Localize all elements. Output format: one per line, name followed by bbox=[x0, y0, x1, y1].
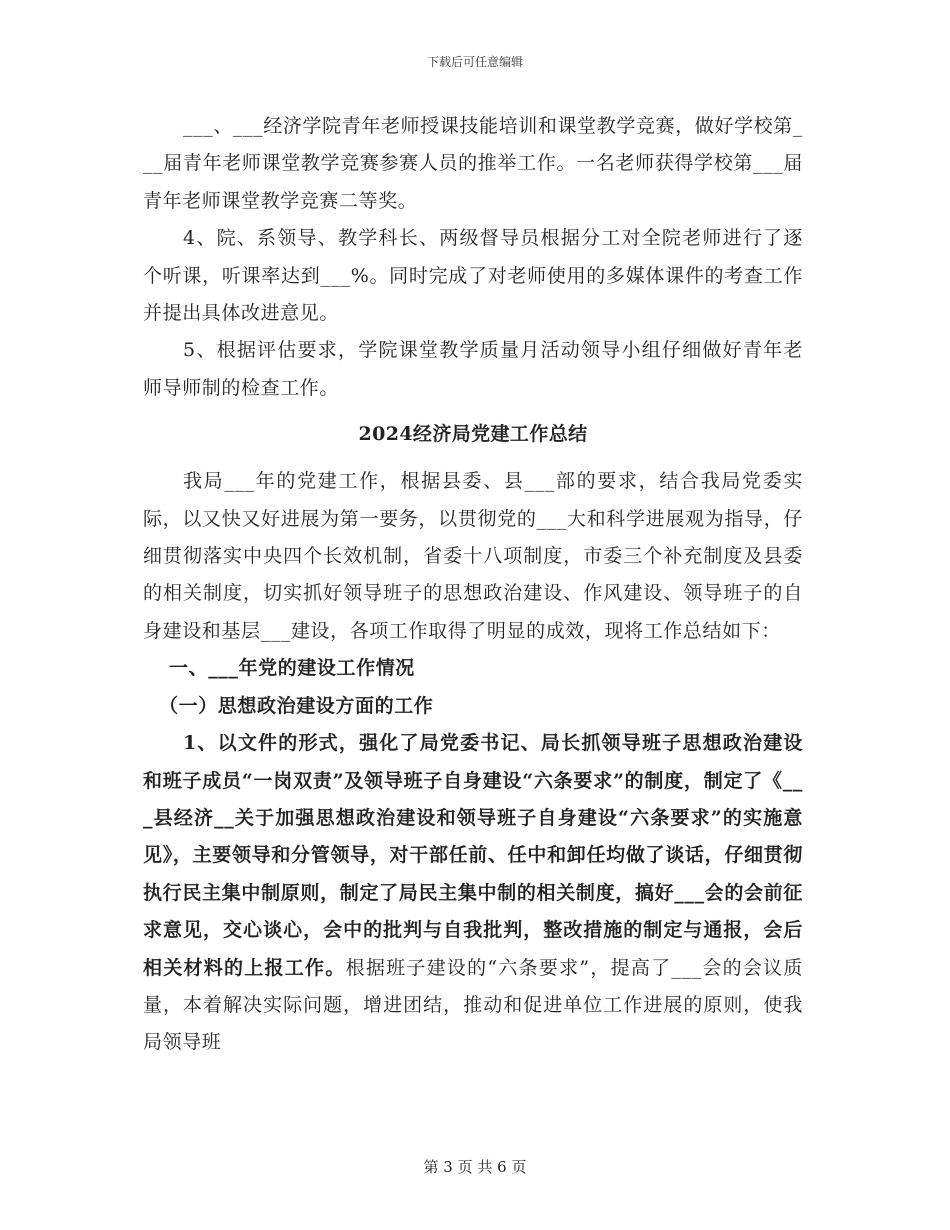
page-footer: 第 3 页 共 6 页 bbox=[423, 1158, 527, 1176]
paragraph: ___、___经济学院青年老师授课技能培训和课堂教学竞赛，做好学校第___届青年老师课堂教学竞赛参赛人员的推举工作。一名老师获得学校第___届青年老师课堂教学竞赛二等奖。 bbox=[143, 115, 803, 212]
intro-paragraph: 我局___年的党建工作，根据县委、县___部的要求，结合我局党委实际，以又快又好进展为第一要务，以贯彻党的___大和科学进展观为指导，仔细贯彻落实中央四个长效机制，省委十八项制度，市委三个补充制度及县委的相关制度，切实抓好领导班子的思想政治建设、作风建设、领导班子的自身建设和基层___建设，各项工作取得了明显的成效，现将工作总结如下： bbox=[143, 470, 803, 642]
paragraph: 5、根据评估要求，学院课堂教学质量月活动领导小组仔细做好青年老师导师制的检查工作。 bbox=[143, 339, 803, 399]
paragraph: 4、院、系领导、教学科长、两级督导员根据分工对全院老师进行了逐个听课，听课率达到___%。同时完成了对老师使用的多媒体课件的考查工作并提出具体改进意见。 bbox=[143, 227, 803, 325]
page-content bbox=[143, 108, 803, 1062]
bold-text: 1、以文件的形式，强化了局党委书记、局长抓领导班子思想政治建设和班子成员“一岗双责”及领导班子自身建设“六条要求”的制度，制定了《___县经济__关于加强思想政治建设和领导班子自身建设“六条要求”的实施意见》，主要领导和分管领导，对干部任前、任中和卸任均做了谈话，仔细贯彻执行民主集中制原则，制定了局民主集中制的相关制度，搞好___会的会前征求意见，交心谈心，会中的批判与自我批判，整改措施的制定与通报，会后相关材料的上报工作。 bbox=[143, 732, 803, 979]
page-header: 下载后可任意编辑 bbox=[426, 55, 523, 69]
section-heading: 一、___年党的建设工作情况 bbox=[169, 657, 415, 680]
document-title: 2024经济局党建工作总结 bbox=[358, 423, 588, 446]
normal-text: 根据班子建设的“六条要求”，提高了___会的会议质量，本着解决实际问题，增进团结，推动和促进单位工作进展的原则，使我局领导班 bbox=[143, 956, 803, 1054]
list-item-paragraph bbox=[143, 725, 803, 1062]
subsection-heading: （一）思想政治建设方面的工作 bbox=[159, 694, 434, 717]
